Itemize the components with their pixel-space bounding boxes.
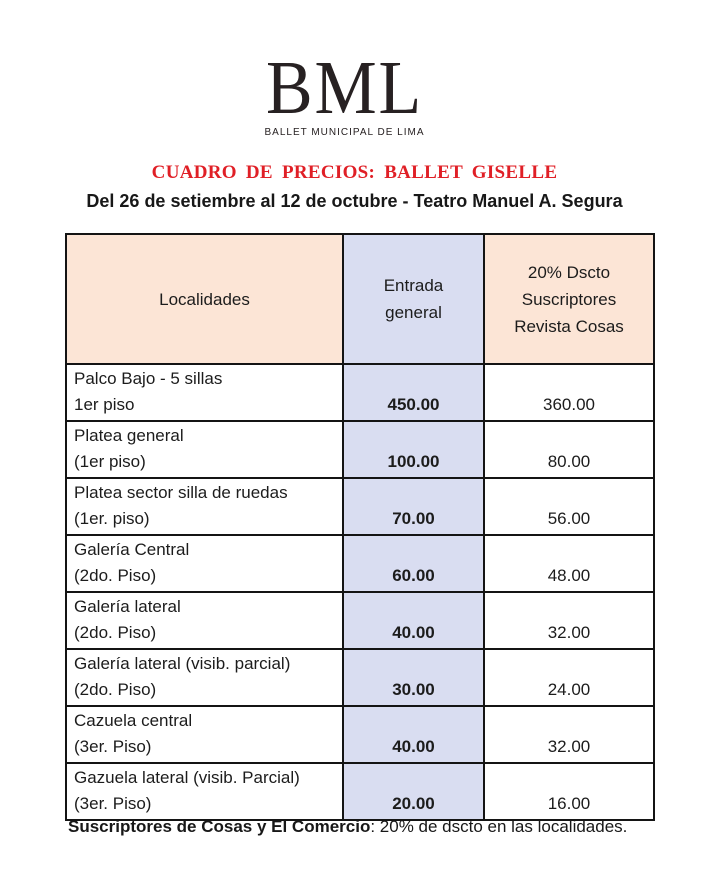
discount-price-cell: 56.00 (484, 478, 654, 535)
column-header-descuento-suscriptores (484, 234, 654, 364)
discount-price-cell: 24.00 (484, 649, 654, 706)
logo-acronym: BML (265, 46, 424, 130)
general-price-cell: 30.00 (343, 649, 484, 706)
locality-cell (66, 592, 343, 649)
header-line: Revista Cosas (514, 316, 624, 336)
discount-price-cell: 80.00 (484, 421, 654, 478)
table-row (66, 535, 654, 592)
locality-floor: (2do. Piso) (74, 680, 157, 699)
locality-cell (66, 535, 343, 592)
table-row (66, 649, 654, 706)
locality-floor: (3er. Piso) (74, 794, 152, 813)
locality-cell (66, 649, 343, 706)
general-price-cell: 40.00 (343, 706, 484, 763)
table-row (66, 364, 654, 421)
column-header-localidades: Localidades (66, 234, 343, 364)
general-price-cell: 40.00 (343, 592, 484, 649)
locality-name: Galería lateral (74, 597, 181, 616)
locality-name: Palco Bajo - 5 sillas (74, 369, 223, 388)
table-row (66, 763, 654, 820)
locality-name: Cazuela central (74, 711, 193, 730)
footer-note-rest: : 20% de dscto en las localidades. (370, 817, 628, 836)
locality-floor: 1er piso (74, 395, 135, 414)
footer-note-bold: Suscriptores de Cosas y El Comercio (68, 817, 371, 836)
column-header-entrada-general (343, 234, 484, 364)
locality-name: Galería lateral (visib. parcial) (74, 654, 291, 673)
locality-floor: (2do. Piso) (74, 623, 157, 642)
table-row (66, 478, 654, 535)
locality-floor: (3er. Piso) (74, 737, 152, 756)
general-price-cell: 100.00 (343, 421, 484, 478)
table-row (66, 421, 654, 478)
header-line: 20% Dscto (527, 262, 611, 282)
discount-price-cell: 32.00 (484, 592, 654, 649)
general-price-cell: 20.00 (343, 763, 484, 820)
price-table (65, 233, 655, 821)
table-row (66, 592, 654, 649)
discount-price-cell: 16.00 (484, 763, 654, 820)
general-price-cell: 70.00 (343, 478, 484, 535)
locality-name: Platea sector silla de ruedas (74, 483, 288, 502)
header-line: general (385, 303, 442, 322)
discount-price-cell: 48.00 (484, 535, 654, 592)
logo-name: BALLET MUNICIPAL DE LIMA (264, 127, 425, 138)
locality-name: Platea general (74, 426, 184, 445)
general-price-cell: 450.00 (343, 364, 484, 421)
footer-note (68, 817, 627, 837)
table-row (66, 706, 654, 763)
locality-floor: (2do. Piso) (74, 566, 157, 585)
locality-cell (66, 706, 343, 763)
header-row (66, 234, 654, 364)
bml-logo (0, 46, 699, 138)
locality-cell (66, 763, 343, 820)
header-line: Suscriptores (521, 289, 617, 309)
locality-cell (66, 364, 343, 421)
locality-cell (66, 421, 343, 478)
discount-price-cell: 32.00 (484, 706, 654, 763)
discount-price-cell: 360.00 (484, 364, 654, 421)
header-line: Entrada (383, 276, 444, 295)
locality-name: Galería Central (74, 540, 190, 559)
general-price-cell: 60.00 (343, 535, 484, 592)
locality-floor: (1er. piso) (74, 509, 150, 528)
locality-cell (66, 478, 343, 535)
page-subtitle: Del 26 de setiembre al 12 de octubre - Teatro Manuel A. Segura (86, 191, 623, 211)
page-title: CUADRO DE PRECIOS: BALLET GISELLE (151, 162, 558, 183)
locality-name: Gazuela lateral (visib. Parcial) (74, 768, 300, 787)
locality-floor: (1er piso) (74, 452, 146, 471)
